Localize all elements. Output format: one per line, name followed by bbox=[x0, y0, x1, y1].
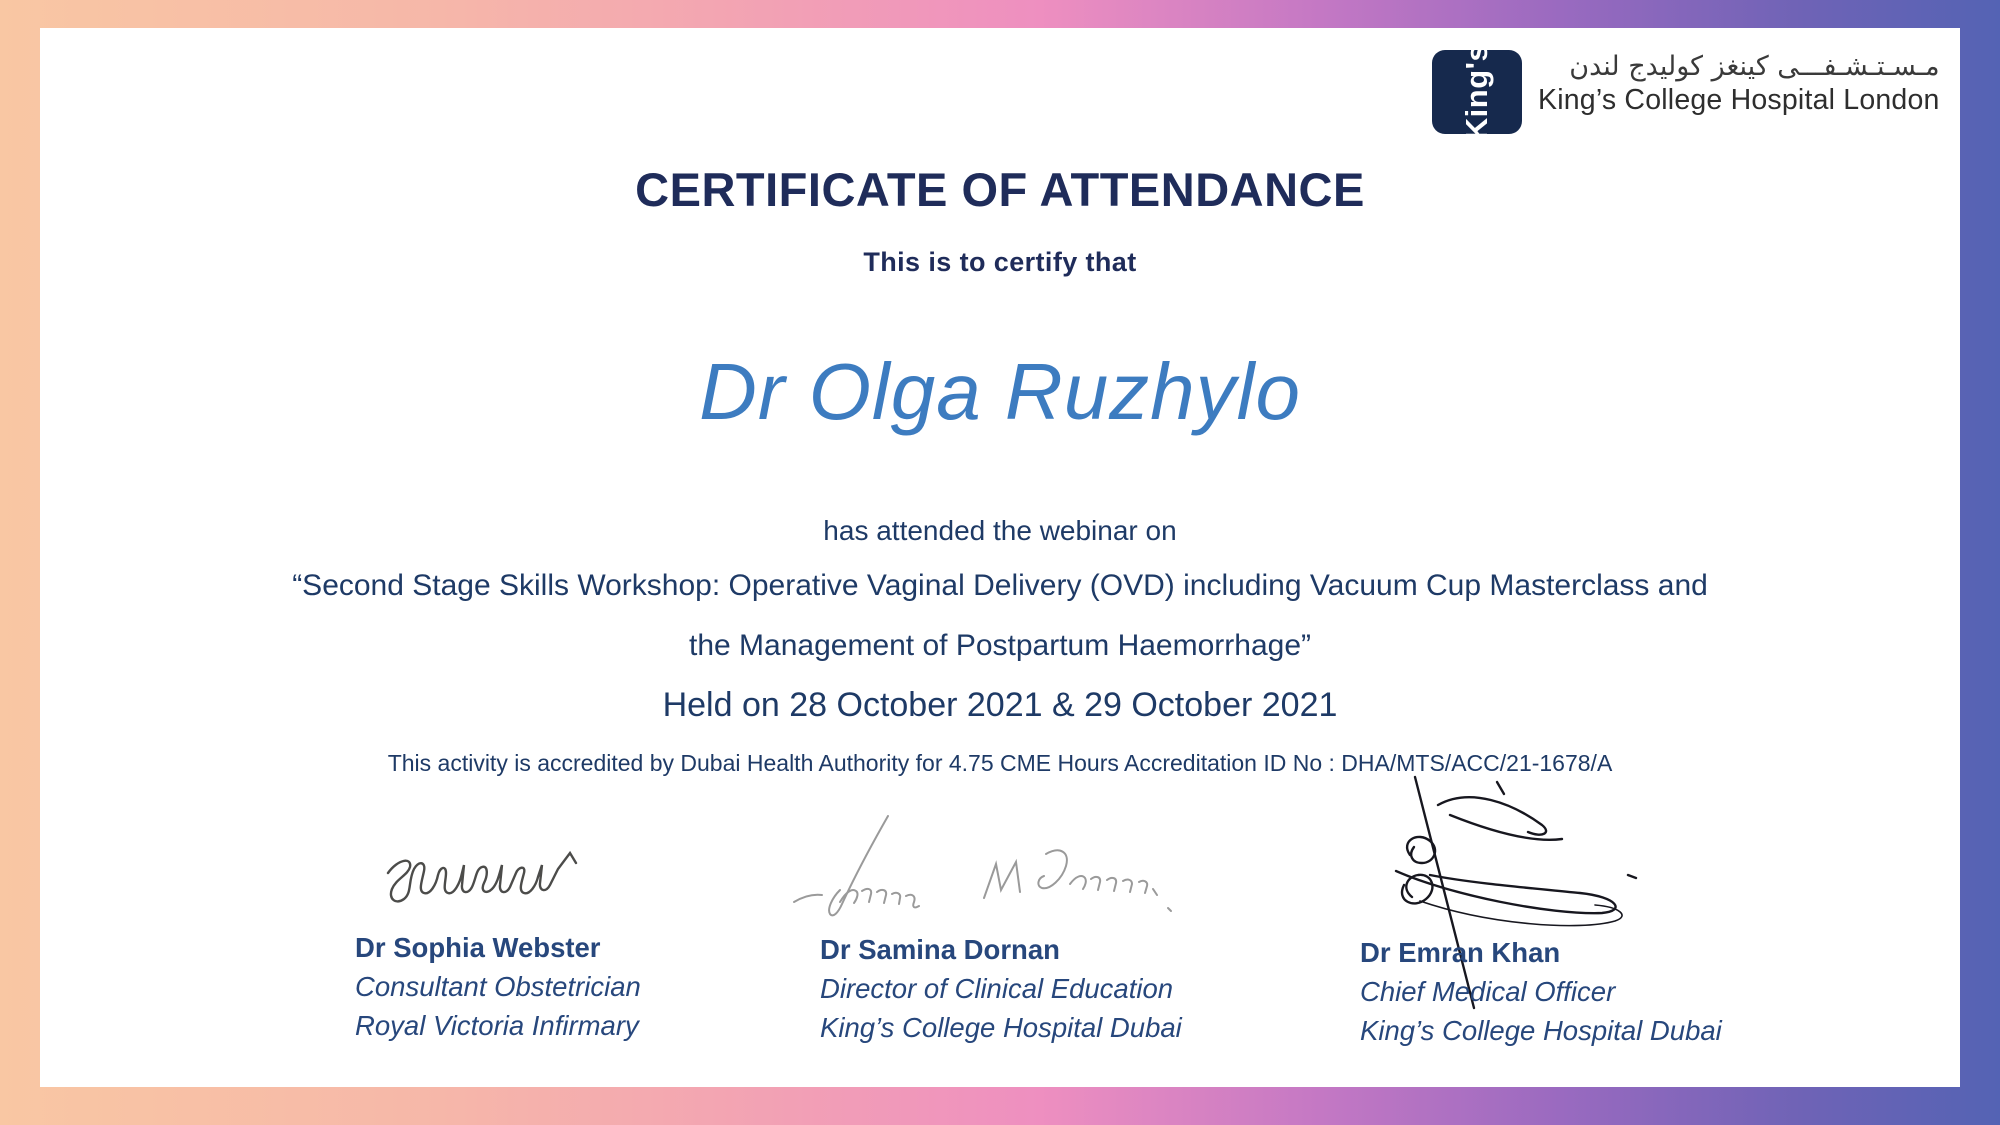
signatory-title: Chief Medical Officer bbox=[1360, 976, 1616, 1007]
signatory-block-khan bbox=[1360, 933, 1722, 1050]
kings-logo-arabic: مـسـتـشـفـــى كينغز كوليدج لندن bbox=[1569, 51, 1940, 82]
signatory-name: Dr Sophia Webster bbox=[355, 932, 601, 963]
certificate-title: CERTIFICATE OF ATTENDANCE bbox=[635, 163, 1365, 216]
signatory-org: King’s College Hospital Dubai bbox=[1360, 1015, 1722, 1046]
signatory-name: Dr Samina Dornan bbox=[820, 934, 1060, 965]
held-on-line: Held on 28 October 2021 & 29 October 2021 bbox=[662, 686, 1338, 724]
kings-logo bbox=[1432, 43, 1940, 141]
event-title-line1: “Second Stage Skills Workshop: Operative Vaginal Delivery (OVD) including Vacuum Cup Masterclass and bbox=[292, 569, 1708, 602]
certify-line: This is to certify that bbox=[863, 247, 1137, 277]
signatory-title: Consultant Obstetrician bbox=[355, 971, 641, 1002]
accreditation-line: This activity is accredited by Dubai Health Authority for 4.75 CME Hours Accreditation ID No : DHA/MTS/ACC/21-1678/A bbox=[387, 750, 1613, 776]
kings-logo-square-label: King's bbox=[1459, 43, 1494, 141]
signatory-block-dornan bbox=[820, 930, 1182, 1047]
signatory-org: King’s College Hospital Dubai bbox=[820, 1012, 1182, 1043]
signatory-org: Royal Victoria Infirmary bbox=[355, 1010, 639, 1041]
attended-line: has attended the webinar on bbox=[823, 515, 1177, 546]
certificate bbox=[40, 28, 1960, 1087]
signature-dornan-image bbox=[788, 810, 1188, 930]
signatory-title: Director of Clinical Education bbox=[820, 973, 1174, 1004]
kings-logo-text bbox=[1538, 50, 1940, 116]
kings-logo-english: King’s College Hospital London bbox=[1538, 84, 1940, 116]
signatory-block-webster bbox=[355, 928, 641, 1045]
signatory-name: Dr Emran Khan bbox=[1360, 937, 1561, 968]
signature-webster-image bbox=[378, 845, 608, 910]
kings-logo-square-icon bbox=[1432, 43, 1522, 141]
event-title-line2: the Management of Postpartum Haemorrhage” bbox=[689, 629, 1311, 662]
recipient-name: Dr Olga Ruzhylo bbox=[699, 347, 1301, 436]
